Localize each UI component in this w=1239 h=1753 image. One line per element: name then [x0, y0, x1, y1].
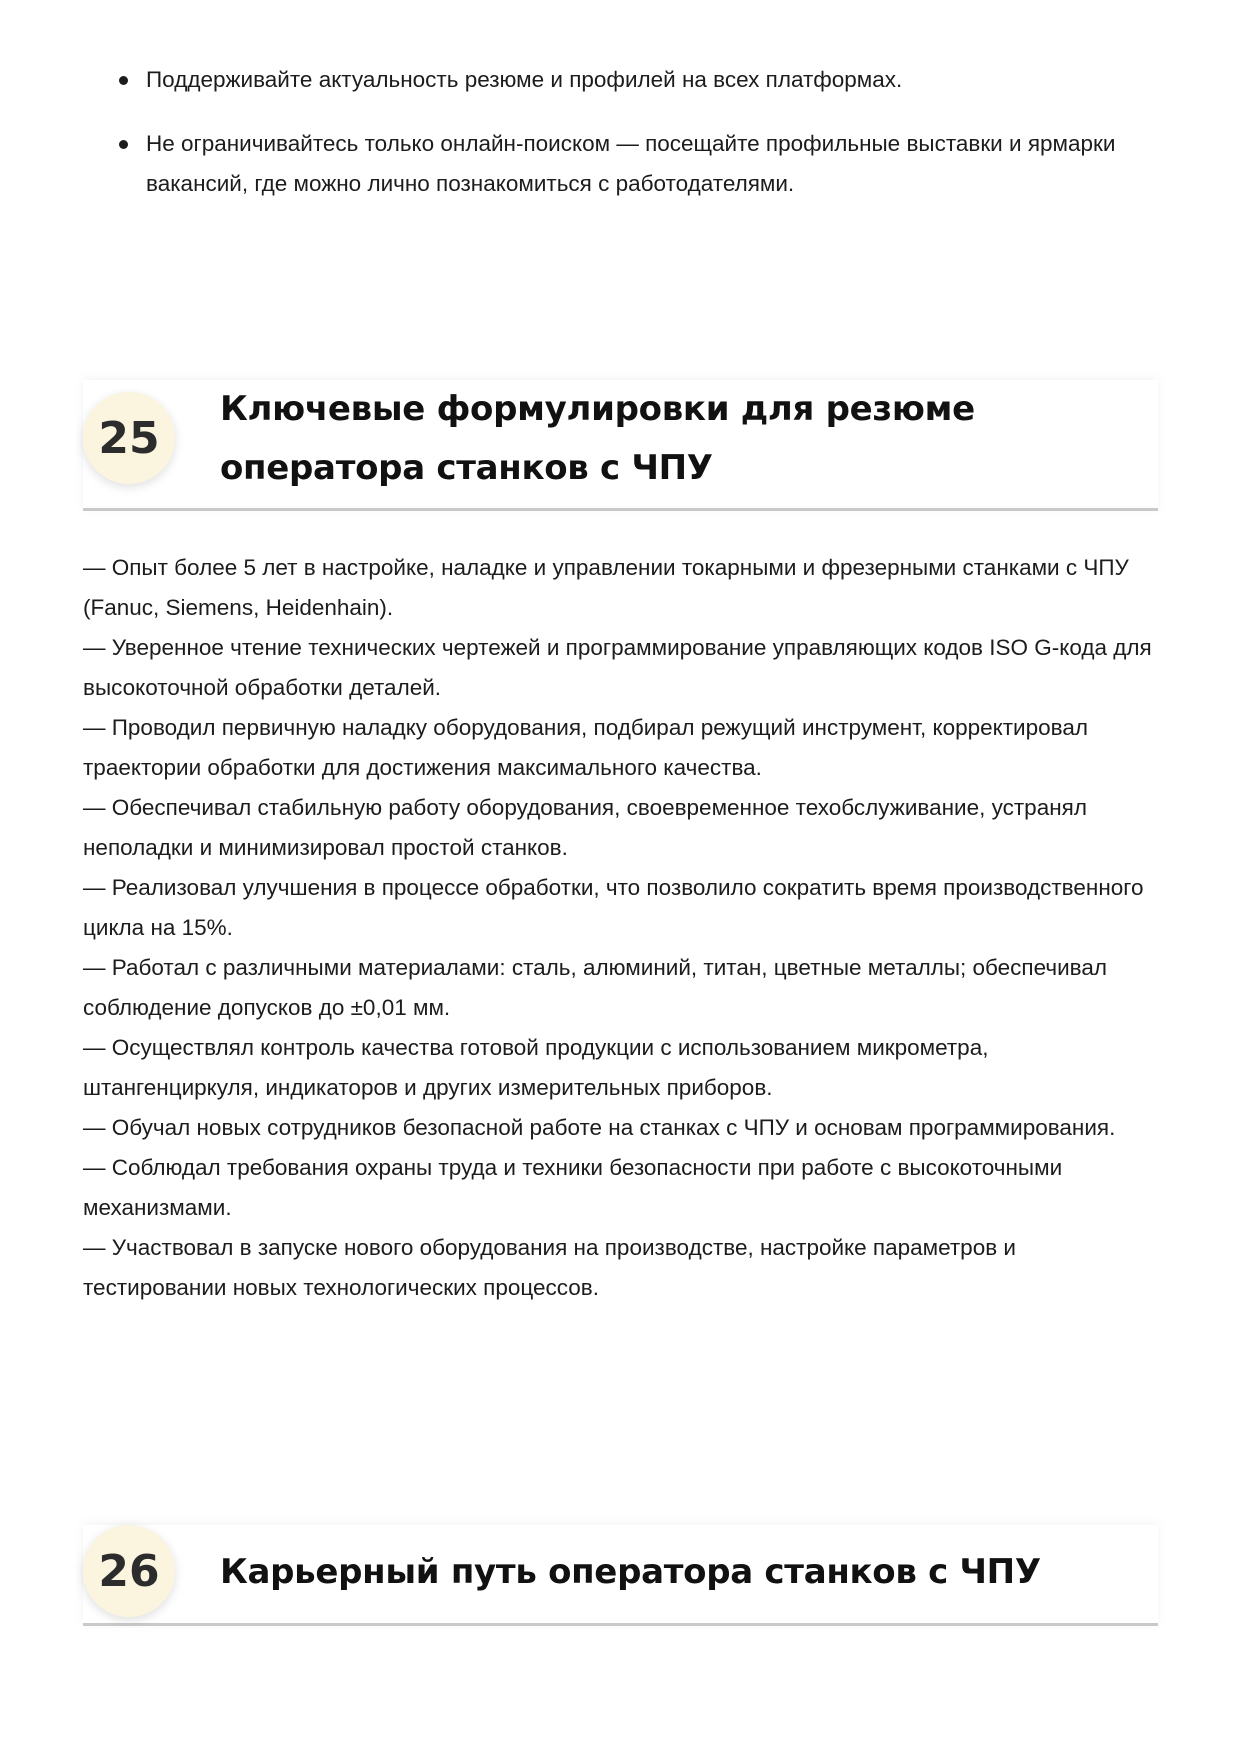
section-title: Ключевые формулировки для резюме оператора станков с ЧПУ — [220, 389, 975, 488]
resume-phrase: — Участвовал в запуске нового оборудования на производстве, настройке параметров и тестировании новых технологических процессов. — [83, 1235, 1016, 1300]
resume-phrase: — Обеспечивал стабильную работу оборудования, своевременное техобслуживание, устранял неполадки и минимизировал простой станков. — [83, 795, 1087, 860]
intro-bullet: Не ограничивайтесь только онлайн-поиском — посещайте профильные выставки и ярмарки вакансий, где можно лично познакомиться с работодателями. — [116, 124, 1156, 204]
resume-phrase: — Реализовал улучшения в процессе обработки, что позволило сократить время производственного цикла на 15%. — [83, 875, 1144, 940]
resume-phrases-list — [83, 548, 1163, 1308]
section-number-badge: 26 — [83, 1525, 175, 1617]
intro-bullet: Поддерживайте актуальность резюме и профилей на всех платформах. — [116, 60, 1156, 100]
section-title: Карьерный путь оператора станков с ЧПУ — [220, 1552, 1041, 1592]
resume-phrase: — Осуществлял контроль качества готовой продукции с использованием микрометра, штангенциркуля, индикаторов и других измерительных приборов. — [83, 1035, 989, 1100]
resume-phrase: — Опыт более 5 лет в настройке, наладке и управлении токарными и фрезерными станками с ЧПУ (Fanuc, Siemens, Heidenhain). — [83, 555, 1129, 620]
resume-phrase: — Обучал новых сотрудников безопасной работе на станках с ЧПУ и основам программирования. — [83, 1115, 1116, 1140]
section-number-badge: 25 — [83, 392, 175, 484]
resume-phrase: — Уверенное чтение технических чертежей и программирование управляющих кодов ISO G-кода для высокоточной обработки деталей. — [83, 635, 1152, 700]
intro-bullet-list — [116, 60, 1156, 228]
resume-phrase: — Работал с различными материалами: сталь, алюминий, титан, цветные металлы; обеспечивал соблюдение допусков до ±0,01 мм. — [83, 955, 1108, 1020]
section-25-header — [83, 380, 1158, 511]
section-26-header — [83, 1525, 1158, 1626]
resume-phrase: — Соблюдал требования охраны труда и техники безопасности при работе с высокоточными механизмами. — [83, 1155, 1063, 1220]
resume-phrase: — Проводил первичную наладку оборудования, подбирал режущий инструмент, корректировал траектории обработки для достижения максимального качества. — [83, 715, 1088, 780]
